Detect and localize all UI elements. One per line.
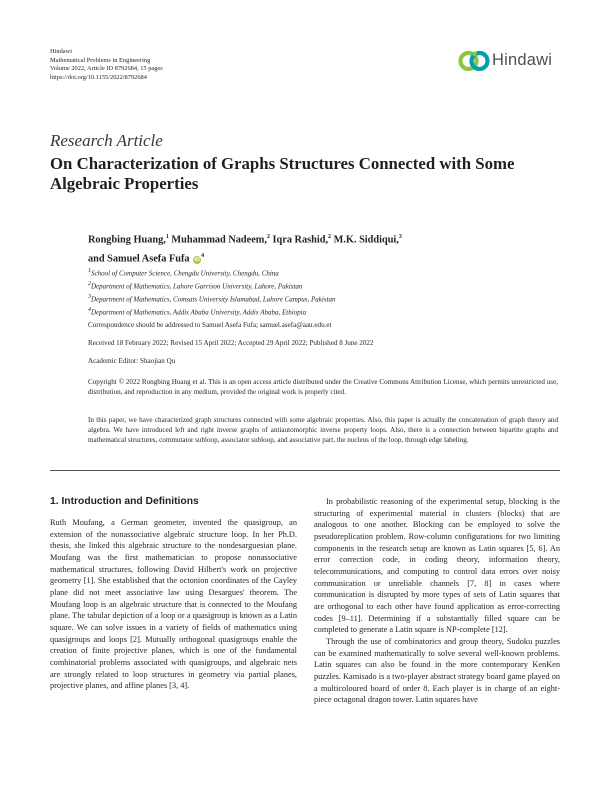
author-line-1	[88, 229, 558, 248]
correspondence: Correspondence should be addressed to Samuel Asefa Fufa; samuel.asefa@aau.edu.et	[88, 321, 332, 329]
author-name: M.K. Siddiqui,	[331, 234, 399, 246]
doi-link[interactable]: https://doi.org/10.1155/2022/8792684	[50, 73, 147, 81]
affiliation-mark: 2	[88, 280, 91, 287]
author-name: and Samuel Asefa Fufa	[88, 253, 190, 265]
article-title: On Characterization of Graphs Structures Connected with Some Algebraic Properties	[50, 154, 515, 193]
publication-dates: Received 18 February 2022; Revised 15 April 2022; Accepted 29 April 2022; Published 8 June 2022	[88, 339, 374, 347]
article-type: Research Article	[50, 131, 163, 150]
affiliation-item	[88, 279, 558, 292]
affiliation-text: Department of Mathematics, Lahore Garrison University, Lahore, Pakistan	[91, 282, 303, 291]
copyright-notice: Copyright © 2022 Rongbing Huang et al. This is an open access article distributed under the Creative Commons Attribution License, which permits unrestricted use, distribution, and reproduction in any medium, provided the original work is properly cited.	[88, 378, 558, 396]
author-affiliation-mark: 4	[201, 253, 205, 260]
author-line-2	[88, 248, 558, 267]
affiliations	[88, 266, 558, 318]
divider	[50, 470, 560, 471]
left-column	[50, 517, 297, 692]
affiliation-mark: 1	[88, 268, 91, 274]
paragraph: In probabilistic reasoning of the experimental setup, blocking is the structuring of experimental material in clusters (blocks) that are analogous to one another. Blocking can be employed to solve the pseudoreplication problem. Row-column configurations for two limiting components in the research setup are known as Latin squares [5, 6]. An error correction code, in coding theory, information theory, telecommunications, and computing to control data errors over noisy communication or unreliable channels [7, 8] in cases where communication is disrupted by more types of sets of Latin squares that are orthogonal to each other have found application as error-correcting codes [9–11]. Determining if a substantially filled square can be completed to generate a Latin square is NP-complete [12].	[314, 497, 560, 635]
orcid-icon[interactable]: iD	[194, 256, 200, 263]
author-name: Iqra Rashid,	[269, 234, 329, 246]
right-column	[314, 496, 560, 706]
paragraph: Through the use of combinatorics and group theory, Sudoku puzzles can be examined mathematically to solve several well-known problems. Latin squares can also be found in the more contemporary KenKen puzzles. Kamisado is a two-player abstract strategy board game played on a multicoloured board of order 8. Each player is in charge of an eight-piece octagonal dragon tower. Latin squares have	[314, 636, 560, 705]
hindawi-logo-icon	[458, 46, 492, 76]
author-affiliation-mark: 1	[165, 234, 169, 240]
affiliation-item	[88, 292, 558, 305]
affiliation-text: Department of Mathematics, Addis Ababa University, Addis Ababa, Ethiopia	[91, 308, 307, 317]
journal-name: Mathematical Problems in Engineering	[50, 56, 151, 64]
publisher-name: Hindawi	[50, 48, 73, 55]
author-affiliation-mark: 3	[398, 234, 402, 240]
academic-editor: Academic Editor: Shaojian Qu	[88, 357, 176, 365]
author-affiliation-mark: 2	[266, 234, 270, 240]
author-name: Muhammad Nadeem,	[168, 234, 267, 246]
affiliation-mark: 3	[88, 293, 91, 300]
affiliation-text: School of Computer Science, Chengdu University, Chengdu, China	[91, 269, 279, 278]
volume-info: Volume 2022, Article ID 8792684, 15 pages	[50, 65, 163, 73]
section-heading: 1. Introduction and Definitions	[50, 496, 199, 507]
logo-text: Hindawi	[492, 51, 553, 69]
affiliation-text: Department of Mathematics, Comsats University Islamabad, Lahore Campus, Pakistan	[91, 295, 336, 304]
author-name: Rongbing Huang,	[88, 234, 166, 246]
affiliation-item	[88, 266, 558, 279]
affiliation-item	[88, 305, 558, 318]
author-affiliation-mark: 2	[328, 234, 332, 240]
abstract: In this paper, we have characterized graph structures connected with some algebraic properties. Also, this paper is actually the concatenation of graph theory and algebra. We have introduced left and right inverse graphs of antiautomorphic inverse property loops. Also, there is a connection between bipartite graphs and mathematical structures, commutator subloop, associator subloop, and associative part, the nucleus of the loop, through edge labeling.	[88, 416, 558, 444]
hindawi-logo	[458, 46, 558, 76]
paragraph: Ruth Moufang, a German geometer, invented the quasigroup, an extension of the nonassociative algebraic structure loop. In her Ph.D. thesis, she linked this algebraic structure to the nondesarguesian plane. Moufang was the first mathematician to propose nonassociative mathematical structures, following David Hilbert's work on projective geometry [1]. She established that the octonion coordinates of the Cayley plane did not meet associative law using Desargues' theorem. The Moufang loop is an algebraic structure that is connected to the Moufang plane. The tabular depiction of a loop or a quasigroup is known as a Latin square. We can solve issues in a variety of fields of mathematics using quasigroups and loops [2]. Mutually orthogonal quasigroups enable the creation of finite projective planes, which is one of the fundamental combinatorial problems associated with quasigroups, and algebraic nets are strongly related to loop structures in geometry via partial planes, projective planes, and affine planes [3, 4].	[50, 518, 297, 691]
author-list	[88, 229, 558, 268]
affiliation-mark: 4	[88, 306, 91, 313]
journal-info	[50, 48, 163, 82]
